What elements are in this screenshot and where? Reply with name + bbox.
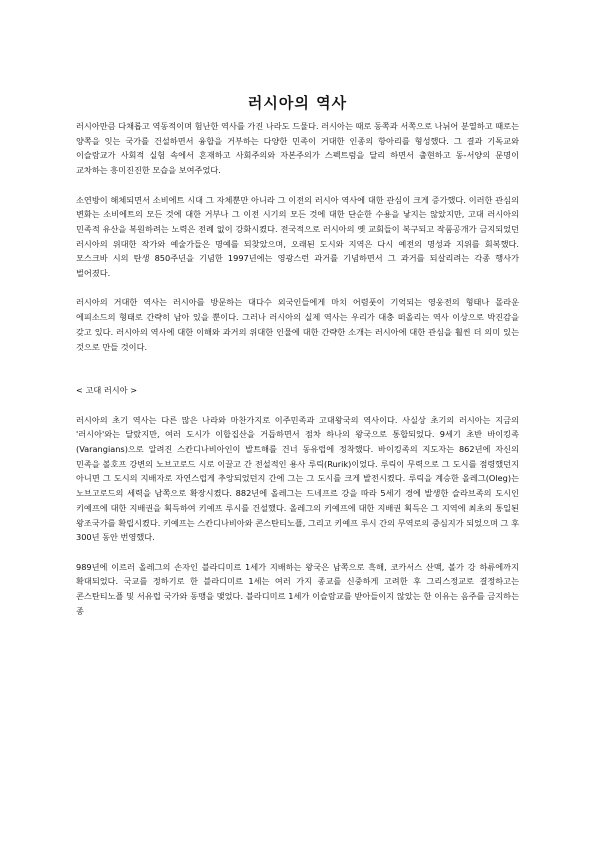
section-paragraph-1: 러시아의 초기 역사는 다른 많은 나라와 마찬가지로 이주민족과 고대왕국의 역사이다. 사실상 초기의 러시아는 지금의 '러시아'와는 달랐지만, 여러 도시가 이합집산을 거듭하면서 점차 하나의 왕국으로 통합되었다. 9세기 초반 바이킹족(Varangians)으로 알려진 스칸디나비아인이 발트해를 건너 동유럽에 정착했다. 바이킹족의 지도자는 862년에 자신의 민족을 볼호프 강변의 노브고로드 시로 이끌고 간 전설적인 용사 루릭(Rurik)이었다. 루릭이 무력으로 그 도시를 점령했던지 아니면 그 도시의 지배자로 자연스럽게 추앙되었던지 간에 그는 그 도시를 크게 발전시켰다. 루릭을 계승한 올레그(Oleg)는 노브고로드의 세력을 남쪽으로 확장시켰다. 882년에 올레그는 드네프르 강을 따라 5세기 경에 발생한 슬라브족의 도시인 키예프에 대한 지배권을 획득하여 키예프 루시를 건설했다. 올레그의 키예프에 대한 지배권 획득은 그 지역에 최초의 통일된 왕조국가를 확립시켰다. 키예프는 스칸디나비아와 콘스탄티노플, 그리고 키예프 루시 간의 무역로의 중심지가 되었으며 그 후 300년 동안 번영했다. — [76, 414, 519, 543]
paragraph-gap — [76, 545, 519, 560]
intro-paragraph-3: 러시아의 거대한 역사는 러시아를 방문하는 대다수 외국인들에게 마치 어렴풋이 기억되는 영웅전의 형태나 몰라운 에피소드의 형태로 간략히 남아 있을 뿐이다. 그러나 러시아의 실제 역사는 우리가 대충 떠올리는 역사 이상으로 박진감을 갖고 있다. 러시아의 역사에 대한 이해와 과거의 위대한 인물에 대한 간략한 소개는 러시아에 대한 관심을 훨씬 더 의미 있는 것으로 만들 것이다. — [76, 297, 519, 352]
section-gap — [76, 354, 519, 383]
paragraph-gap — [76, 281, 519, 296]
section-heading-ancient-russia: < 고대 러시아 > — [76, 385, 138, 396]
document-title: 러시아의 역사 — [247, 94, 348, 112]
intro-paragraph-2: 소연방이 해체되면서 소비에트 시대 그 자체뿐만 아니라 그 이전의 러시아 역사에 대한 관심이 크게 증가했다. 이러한 관심의 변화는 소비에트의 모든 것에 대한 거부나 그 이전 시기의 모든 것에 대한 단순한 수용을 낳지는 않았지만, 고대 러시아의 민족적 유산을 복원하려는 노력은 전례 없이 강화시켰다. 전국적으로 러시아의 옛 교회들이 복구되고 작품공개가 금지되었던 러시아의 위대한 작가와 예술가들은 명예를 되찾았으며, 오래된 도시와 지역은 다시 예전의 명성과 지위를 회복했다. 모스크바 시의 탄생 850주년을 기념한 1997년에는 영광스런 과거를 기념하면서 그 과거를 되살리려는 각종 행사가 벌어졌다. — [76, 194, 519, 279]
section-paragraph-2: 989년에 이르러 올레그의 손자인 블라디미르 1세가 지배하는 왕국은 남쪽으로 흑해, 코카서스 산맥, 볼가 강 하류에까지 확대되었다. 국교를 정하기로 한 블라디미르 1세는 여러 가지 종교를 신중하게 고려한 후 그리스정교로 결정하고는 콘스탄티노플 및 서유럽 국가와 동맹을 맺었다. 블라디미르 1세가 이슬람교를 받아들이지 않았는 한 이유는 음주를 금지하는 종 — [76, 561, 519, 616]
paragraph-gap — [76, 398, 519, 413]
intro-paragraph-1: 러시아만큼 다채롭고 역동적이며 험난한 역사를 가진 나라도 드물다. 러시아는 때로 동쪽과 서쪽으로 나뉘어 분열하고 때로는 양쪽을 잇는 국가를 건설하면서 융합을 거부하는 다양한 민족이 거대한 인종의 항아리를 형성했다. 그 결과 기독교와 이슬람교가 사회적 실험 속에서 혼재하고 사회주의와 자본주의가 스펙트럼을 달리 하면서 출현하고 동-서양의 문명이 교차하는 흥미진진한 모습을 보여주었다. — [76, 121, 519, 176]
paragraph-gap — [76, 178, 519, 193]
